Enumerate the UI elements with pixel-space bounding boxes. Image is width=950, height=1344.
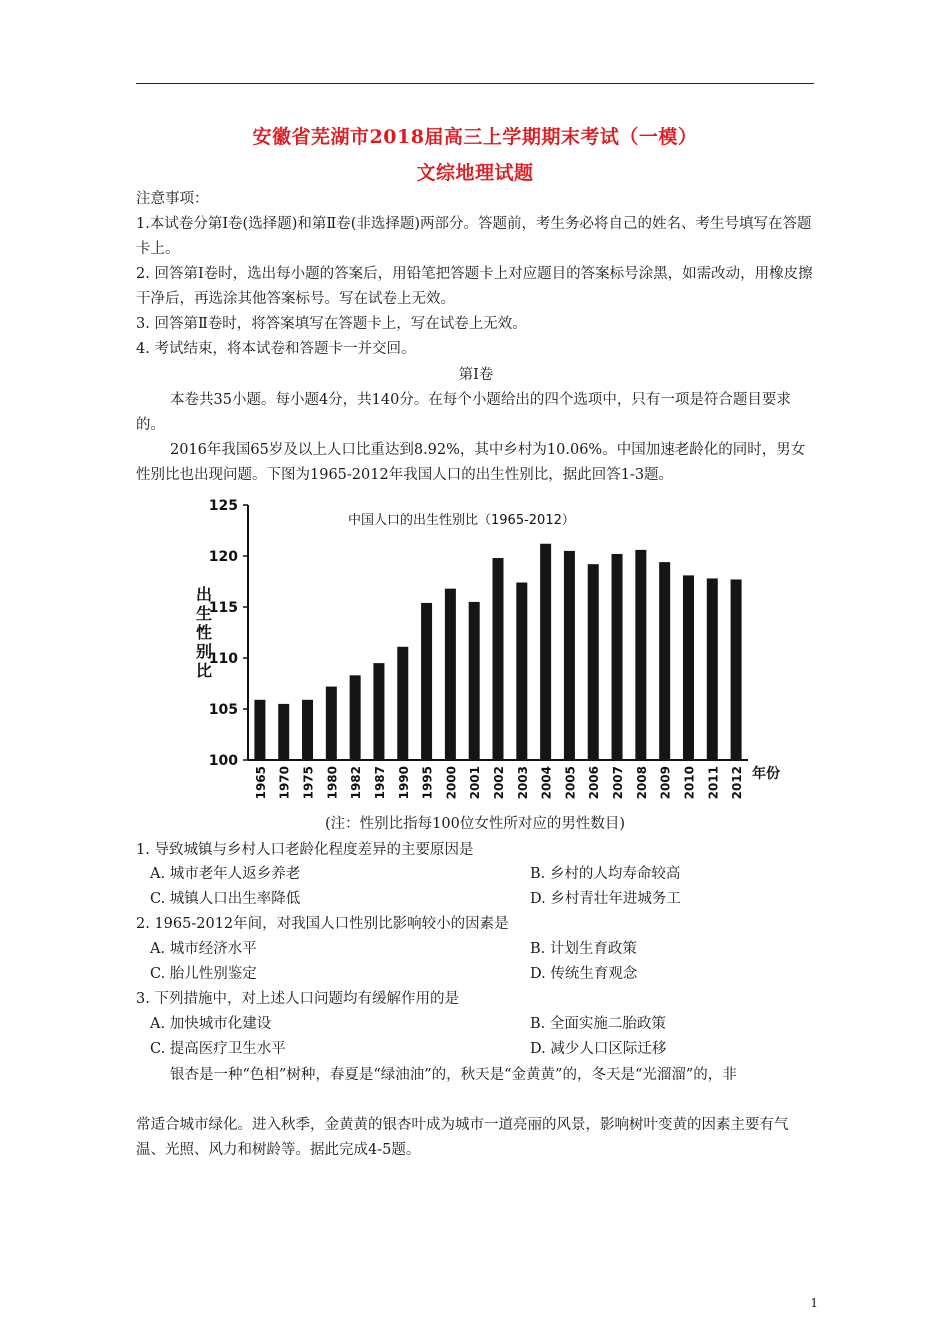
- bar-1987: [373, 663, 384, 760]
- section-heading: 第Ⅰ卷: [458, 367, 494, 383]
- question-3-option-a[interactable]: A. 加快城市化建设: [150, 1016, 272, 1032]
- y-axis-label-char: 性: [196, 623, 213, 642]
- header-rule: [136, 83, 814, 84]
- x-tick-label: 2006: [587, 766, 602, 800]
- bar-1975: [302, 700, 313, 760]
- x-axis-label: 年份: [752, 766, 780, 782]
- bar-2005: [564, 551, 575, 760]
- question-2-option-c[interactable]: C. 胎儿性别鉴定: [150, 966, 257, 982]
- ginkgo-passage-line-2: 常适合城市绿化。进入秋季，金黄黄的银杏叶成为城市一道亮丽的风景，影响树叶变黄的因素主要有气温、光照、风力和树龄等。据此完成4-5题。: [136, 1117, 789, 1158]
- question-1-option-d[interactable]: D. 乡村青壮年进城务工: [530, 891, 681, 907]
- bar-1995: [421, 603, 432, 760]
- bar-2004: [540, 544, 551, 760]
- question-1-option-b[interactable]: B. 乡村的人均寿命较高: [530, 866, 681, 882]
- x-tick-label: 2010: [682, 766, 697, 800]
- bar-2002: [493, 558, 504, 760]
- question-3-stem: 3. 下列措施中，对上述人口问题均有缓解作用的是: [136, 991, 459, 1007]
- x-tick-label: 2008: [634, 766, 649, 800]
- y-axis-label-char: 生: [196, 604, 213, 623]
- x-tick-label: 1980: [325, 766, 340, 800]
- bar-2008: [635, 550, 646, 760]
- x-tick-label: 2005: [563, 766, 578, 800]
- question-3-option-b[interactable]: B. 全面实施二胎政策: [530, 1016, 666, 1032]
- x-tick-label: 2003: [515, 766, 530, 800]
- bar-2009: [659, 562, 670, 760]
- y-axis-label-char: 别: [196, 642, 213, 661]
- y-axis-label-char: 出: [196, 585, 213, 604]
- question-2-stem: 2. 1965-2012年间，对我国人口性别比影响较小的因素是: [136, 916, 509, 932]
- notice-heading: 注意事项：: [136, 191, 209, 207]
- bar-2011: [707, 578, 718, 760]
- y-axis-label-char: 比: [196, 661, 213, 680]
- x-tick-label: 1965: [253, 766, 268, 800]
- bar-1990: [397, 647, 408, 760]
- x-tick-label: 1975: [301, 766, 316, 800]
- y-tick-label: 110: [208, 651, 238, 667]
- y-tick-label: 120: [208, 549, 238, 565]
- x-tick-label: 1995: [420, 766, 435, 800]
- question-1-option-c[interactable]: C. 城镇人口出生率降低: [150, 891, 301, 907]
- question-2-option-d[interactable]: D. 传统生育观念: [530, 966, 638, 982]
- bar-2006: [588, 564, 599, 760]
- y-tick-label: 115: [208, 600, 238, 616]
- bar-2000: [445, 589, 456, 760]
- bar-1970: [278, 704, 289, 760]
- x-tick-label: 1982: [349, 766, 364, 800]
- question-2-option-a[interactable]: A. 城市经济水平: [150, 941, 257, 957]
- x-tick-label: 2001: [468, 766, 483, 800]
- bar-2003: [516, 583, 527, 760]
- page-number: 1: [810, 1296, 818, 1310]
- bar-2012: [731, 579, 742, 760]
- question-1-option-a[interactable]: A. 城市老年人返乡养老: [150, 866, 301, 882]
- notice-item-4: 4. 考试结束，将本试卷和答题卡一并交回。: [136, 341, 416, 357]
- chart-title: 中国人口的出生性别比（1965-2012）: [348, 513, 575, 528]
- ginkgo-passage-line-1: 银杏是一种“色相”树种，春夏是“绿油油”的，秋天是“金黄黄”的，冬天是“光溜溜”的，非: [170, 1067, 737, 1083]
- section-intro: 本卷共35小题。每小题4分，共140分。在每个小题给出的四个选项中，只有一项是符合题目要求的。: [136, 392, 791, 433]
- x-tick-label: 2007: [611, 766, 626, 800]
- sex-ratio-chart: [180, 492, 790, 808]
- notice-item-2: 2. 回答第Ⅰ卷时，选出每小题的答案后，用铅笔把答题卡上对应题目的答案标号涂黑，如需改动，用橡皮擦干净后，再选涂其他答案标号。写在试卷上无效。: [136, 266, 813, 307]
- x-tick-label: 1990: [396, 766, 411, 800]
- bar-2010: [683, 575, 694, 760]
- question-context: 2016年我国65岁及以上人口比重达到8.92%，其中乡村为10.06%。中国加速老龄化的同时，男女性别比也出现问题。下图为1965-2012年我国人口的出生性别比，据此回答1-3题。: [136, 442, 806, 483]
- chart-note: (注：性别比指每100位女性所对应的男性数目): [325, 816, 625, 832]
- notice-item-3: 3. 回答第Ⅱ卷时，将答案填写在答题卡上，写在试卷上无效。: [136, 316, 527, 332]
- question-3-option-d[interactable]: D. 减少人口区际迁移: [530, 1041, 667, 1057]
- question-2-option-b[interactable]: B. 计划生育政策: [530, 941, 637, 957]
- question-1-stem: 1. 导致城镇与乡村人口老龄化程度差异的主要原因是: [136, 842, 474, 858]
- bar-1982: [350, 675, 361, 760]
- y-tick-label: 105: [208, 702, 238, 718]
- x-tick-label: 1987: [372, 766, 387, 800]
- bar-2007: [612, 554, 623, 760]
- page-subtitle: 文综地理试题: [416, 162, 534, 184]
- bar-1980: [326, 687, 337, 760]
- x-tick-label: 2004: [539, 766, 554, 800]
- y-tick-label: 100: [208, 753, 238, 769]
- notice-item-1: 1.本试卷分第Ⅰ卷(选择题)和第Ⅱ卷(非选择题)两部分。答题前，考生务必将自己的姓名、考生号填写在答题卡上。: [136, 216, 812, 257]
- x-tick-label: 2012: [730, 766, 745, 800]
- x-tick-label: 2009: [658, 766, 673, 800]
- x-tick-label: 2002: [492, 766, 506, 800]
- y-tick-label: 125: [208, 498, 238, 514]
- page-title: 安徽省芜湖市2018届高三上学期期末考试（一模）: [252, 126, 698, 148]
- x-tick-label: 2000: [444, 766, 459, 800]
- x-tick-label: 1970: [277, 766, 292, 800]
- bar-2001: [469, 602, 480, 760]
- x-tick-label: 2011: [706, 766, 721, 800]
- question-3-option-c[interactable]: C. 提高医疗卫生水平: [150, 1041, 286, 1057]
- bar-1965: [254, 700, 265, 760]
